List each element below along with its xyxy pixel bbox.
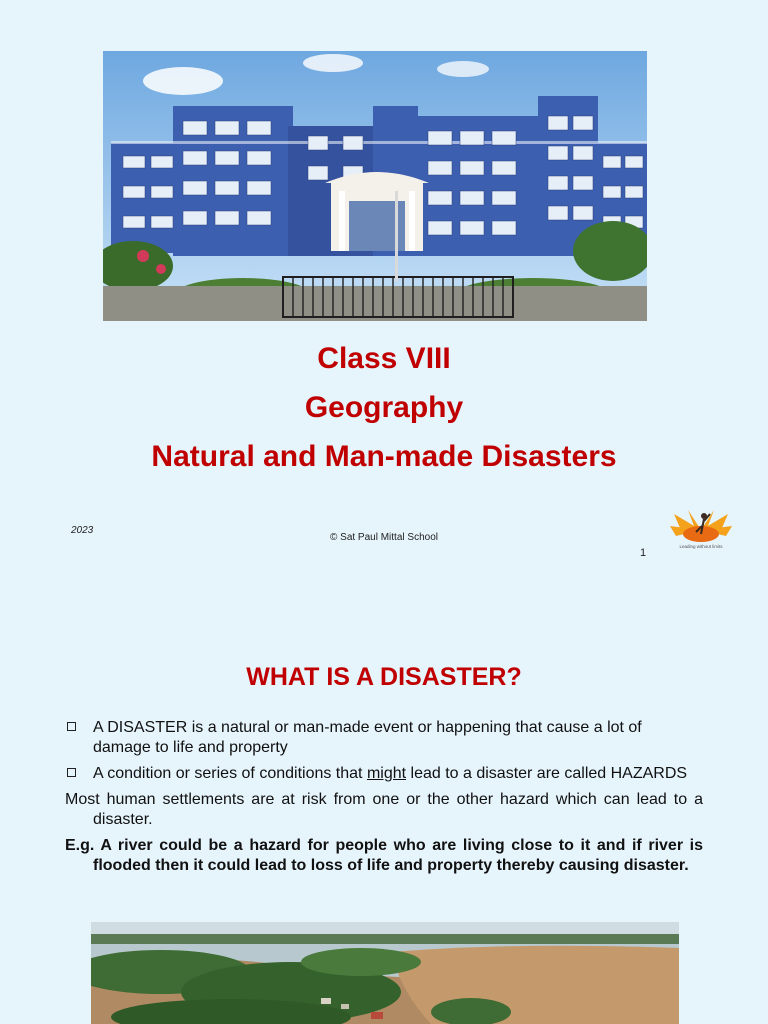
- slide-body: [65, 718, 703, 882]
- school-building-photo: [103, 51, 647, 321]
- title-topic: Natural and Man-made Disasters: [151, 440, 617, 473]
- footer-year: 2023: [71, 525, 94, 536]
- title-subject: Geography: [304, 391, 464, 424]
- bullet-text-underlined: might: [366, 765, 407, 782]
- bullet-text-start: A condition or series of conditions that: [93, 765, 367, 782]
- bullet-item: [65, 718, 703, 758]
- title-class: Class VIII: [317, 342, 451, 375]
- checkbox-bullet-icon: [67, 768, 76, 777]
- bullet-text: A DISASTER is a natural or man-made event or happening that cause a lot of damage to life and property: [93, 719, 642, 756]
- school-logo: [668, 508, 734, 552]
- flood-photo: [91, 922, 679, 1024]
- logo-tagline: Leading without limits: [679, 544, 723, 549]
- bullet-item: [65, 764, 703, 784]
- paragraph: Most human settlements are at risk from one or the other hazard which can lead to a disaster.: [65, 791, 703, 828]
- example-paragraph: E.g. A river could be a hazard for people who are living close to it and if river is flooded then it could lead to loss of life and property thereby causing disaster.: [65, 837, 703, 874]
- slide-heading: WHAT IS A DISASTER?: [246, 663, 522, 691]
- footer-copyright: © Sat Paul Mittal School: [330, 532, 438, 543]
- page-number: 1: [640, 547, 647, 559]
- checkbox-bullet-icon: [67, 722, 76, 731]
- slide-2: [0, 590, 768, 1024]
- bullet-text-end: lead to a disaster are called HAZARDS: [406, 765, 688, 782]
